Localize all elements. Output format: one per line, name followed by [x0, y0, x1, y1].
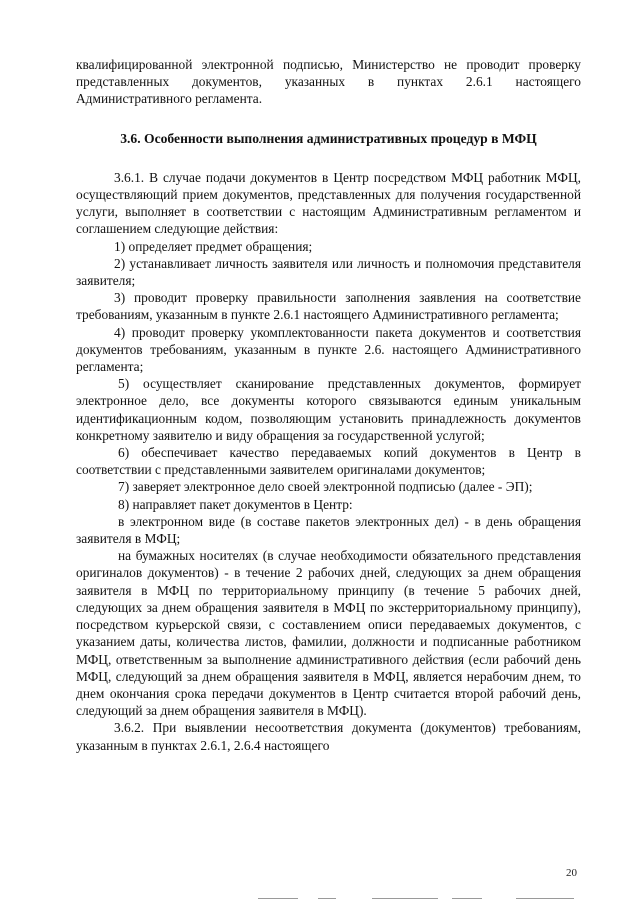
document-page: [76, 56, 581, 754]
section-heading: 3.6. Особенности выполнения административных процедур в МФЦ: [120, 130, 537, 146]
paragraph-3-6-1: 3.6.1. В случае подачи документов в Центр посредством МФЦ работник МФЦ, осуществляющий прием документов, представленных для получения государственной услуги, выполняет в соответствии с настоящим Административным регламентом и соглашением следующие действия:: [76, 169, 581, 237]
list-item-8: 8) направляет пакет документов в Центр:: [118, 496, 353, 512]
list-item-2: 2) устанавливает личность заявителя или личность и полномочия представителя заявителя;: [76, 255, 581, 289]
intro-paragraph: квалифицированной электронной подписью, Министерство не проводит проверку представленных документов, указанных в пунктах 2.6.1 настоящего Административного регламента.: [76, 57, 581, 107]
paragraph-3-6-2: 3.6.2. При выявлении несоответствия документа (документов) требованиям, указанным в пунктах 2.6.1, 2.6.4 настоящего: [76, 720, 581, 753]
scan-edge-marks: [0, 898, 640, 902]
list-item-6: 6) обеспечивает качество передаваемых копий документов в Центр в соответствии с представленными заявителем оригиналами документов;: [76, 445, 581, 478]
list-item-7: 7) заверяет электронное дело своей электронной подписью (далее - ЭП);: [118, 479, 533, 495]
list-item-3: 3) проводит проверку правильности заполнения заявления на соответствие требованиям, указанным в пункте 2.6.1 настоящего Административного регламента;: [76, 290, 581, 323]
list-item-5: 5) осуществляет сканирование представленных документов, формирует электронное дело, все документы которого связываются единым уникальным идентификационным кодом, позволяющим установить принадлежность документов конкретному заявителю и виду обращения за государственной услугой;: [76, 376, 581, 443]
list-item-8-electronic: в электронном виде (в составе пакетов электронных дел) - в день обращения заявителя в МФЦ;: [76, 513, 581, 547]
page-number: 20: [566, 867, 577, 879]
list-item-1: 1) определяет предмет обращения;: [114, 238, 313, 254]
list-item-4: 4) проводит проверку укомплектованности пакета документов и соответствия документов требованиям, указанным в пункте 2.6. настоящего Административного регламента;: [76, 324, 581, 375]
list-item-8-paper: на бумажных носителях (в случае необходимости обязательного представления оригиналов документов) - в течение 2 рабочих дней, следующих за днем обращения заявителя в МФЦ по территориальному принципу (в течение 5 рабочих дней, следующих за днем обращения заявителя в МФЦ по экстерриториальному принципу), посредством курьерской связи, с составлением описи передаваемых документов, с указанием даты, количества листов, фамилии, должности и подписанные работником МФЦ, ответственным за выполнение административного действия (если рабочий день МФЦ, следующий за днем обращения заявителя в МФЦ, является нерабочим днем, то днем окончания срока передачи документов в Центр считается второй рабочий день, следующий за днем обращения заявителя в МФЦ).: [76, 548, 581, 719]
